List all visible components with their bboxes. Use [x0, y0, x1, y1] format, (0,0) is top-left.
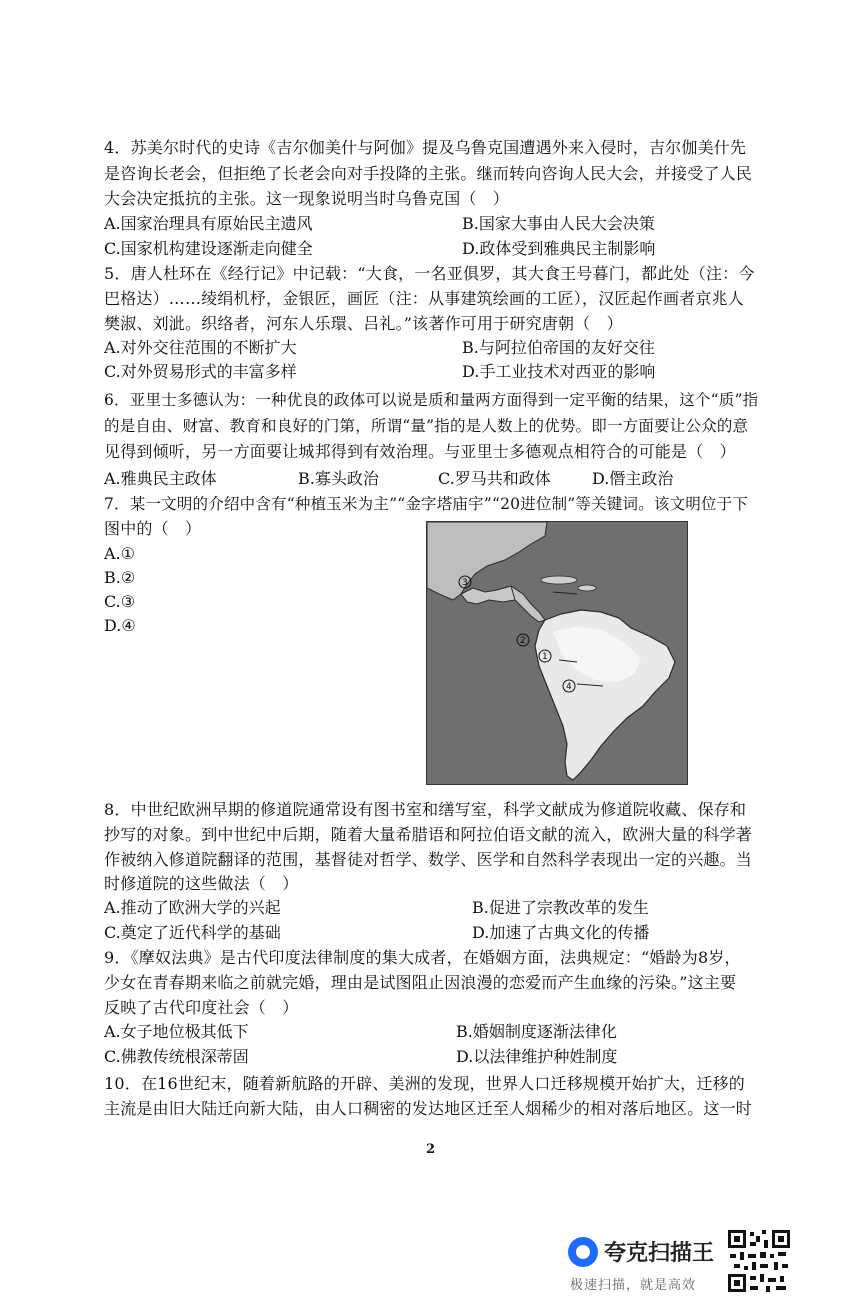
question-8-line-3: 作被纳入修道院翻译的范围，基督徒对哲学、数学、医学和自然科学表现出一定的兴趣。当 — [104, 850, 753, 869]
question-4-line-1: 4．苏美尔时代的史诗《吉尔伽美什与阿伽》提及乌鲁克国遭遇外来入侵时，吉尔伽美什先 — [104, 138, 747, 157]
question-7-option-d: D.④ — [104, 616, 136, 635]
question-5-line-1: 5．唐人杜环在《经行记》中记载：“大食，一名亚俱罗，其大食王号暮门，都此处（注：今 — [104, 264, 755, 283]
question-6-line-1: 6．亚里士多德认为：一种优良的政体可以说是质和量两方面得到一定平衡的结果，这个“质”指 — [104, 391, 759, 409]
question-4-line-2: 是咨询长老会，但拒绝了长老会向对手投降的主张。继而转向咨询人民大会，并接受了人民 — [104, 164, 753, 183]
question-9-option-b: B.婚姻制度逐渐法律化 — [456, 1022, 617, 1041]
quark-logo-icon — [568, 1237, 598, 1267]
question-8-line-2: 抄写的对象。到中世纪中后期，随着大量希腊语和阿拉伯语文献的流入，欧洲大量的科学著 — [104, 825, 753, 844]
question-4-line-3: 大会决定抵抗的主张。这一现象说明当时乌鲁克国（ ） — [104, 189, 510, 208]
question-7-option-b: B.② — [104, 568, 136, 587]
svg-text:3: 3 — [462, 578, 468, 588]
question-6-line-3: 见得到倾听，另一方面要让城邦得到有效治理。与亚里士多德观点相符合的可能是（ ） — [104, 442, 736, 461]
question-9-option-a: A.女子地位极其低下 — [104, 1022, 249, 1041]
page-number: 2 — [426, 1142, 436, 1157]
qr-code-icon — [726, 1228, 792, 1294]
question-7-option-c: C.③ — [104, 592, 136, 611]
brand-slogan: 极速扫描，就是高效 — [570, 1278, 697, 1293]
question-8-option-a: A.推动了欧洲大学的兴起 — [104, 898, 281, 917]
question-6-line-2: 的是自由、财富、教育和良好的门第，所谓“量”指的是人数上的优势。即一方面要让公众的意 — [104, 417, 749, 435]
question-5-line-2: 巴格达）……绫绢机杼，金银匠，画匠（注：从事建筑绘画的工匠），汉匠起作画者京兆人 — [104, 289, 745, 308]
question-6-option-b: B.寡头政治 — [298, 469, 379, 488]
question-6-option-c: C.罗马共和政体 — [438, 469, 551, 488]
question-10-line-1: 10．在16世纪末，随着新航路的开辟、美洲的发现，世界人口迁移规模开始扩大，迁移的 — [104, 1074, 745, 1093]
question-5-option-a: A.对外交往范围的不断扩大 — [104, 338, 297, 357]
question-8-option-d: D.加速了古典文化的传播 — [472, 923, 650, 942]
americas-map — [426, 521, 688, 785]
question-8-line-1: 8．中世纪欧洲早期的修道院通常设有图书室和缮写室，科学文献成为修道院收藏、保存和 — [104, 800, 747, 819]
question-5-option-d: D.手工业技术对西亚的影响 — [462, 362, 656, 381]
question-7-option-a: A.① — [104, 544, 135, 563]
question-7-line-1: 7．某一文明的介绍中含有“种植玉米为主”“金字塔庙宇”“20进位制”等关键词。该文明位于下 — [104, 495, 749, 513]
question-4-option-c: C.国家机构建设逐渐走向健全 — [104, 239, 313, 258]
question-9-option-c: C.佛教传统根深蒂固 — [104, 1047, 249, 1066]
question-4-option-a: A.国家治理具有原始民主遗风 — [104, 214, 313, 233]
question-9-line-1: 9．《摩奴法典》是古代印度法律制度的集大成者，在婚姻方面，法典规定：“婚龄为8岁， — [104, 948, 741, 967]
question-9-line-3: 反映了古代印度社会（ ） — [104, 998, 299, 1017]
question-5-option-b: B.与阿拉伯帝国的友好交往 — [462, 338, 655, 357]
question-8-option-b: B.促进了宗教改革的发生 — [472, 898, 649, 917]
svg-text:1: 1 — [542, 652, 548, 662]
question-10-line-2: 主流是由旧大陆迁向新大陆，由人口稠密的发达地区迁至人烟稀少的相对落后地区。这一时 — [104, 1099, 753, 1118]
brand-name: 夸克扫描王 — [604, 1241, 715, 1266]
question-6-option-d: D.僭主政治 — [592, 469, 674, 488]
americas-map-graphic — [427, 522, 687, 784]
question-4-option-d: D.政体受到雅典民主制影响 — [462, 239, 656, 258]
question-9-option-d: D.以法律维护种姓制度 — [456, 1047, 618, 1066]
question-7-line-2: 图中的（ ） — [104, 519, 202, 538]
scanner-watermark — [566, 1232, 726, 1296]
question-5-line-3: 樊淑、刘泚。织络者，河东人乐環、吕礼。”该著作可用于研究唐朝（ ） — [104, 314, 623, 333]
question-5-option-c: C.对外贸易形式的丰富多样 — [104, 362, 297, 381]
question-4-option-b: B.国家大事由人民大会决策 — [462, 214, 655, 233]
svg-text:2: 2 — [520, 636, 526, 646]
question-8-line-4: 时修道院的这些做法（ ） — [104, 874, 299, 893]
question-6-option-a: A.雅典民主政体 — [104, 469, 217, 488]
svg-text:4: 4 — [566, 682, 572, 692]
question-8-option-c: C.奠定了近代科学的基础 — [104, 923, 281, 942]
question-9-line-2: 少女在青春期来临之前就完婚，理由是试图阻止因浪漫的恋爱而产生血缘的污染。”这主要 — [104, 973, 737, 992]
